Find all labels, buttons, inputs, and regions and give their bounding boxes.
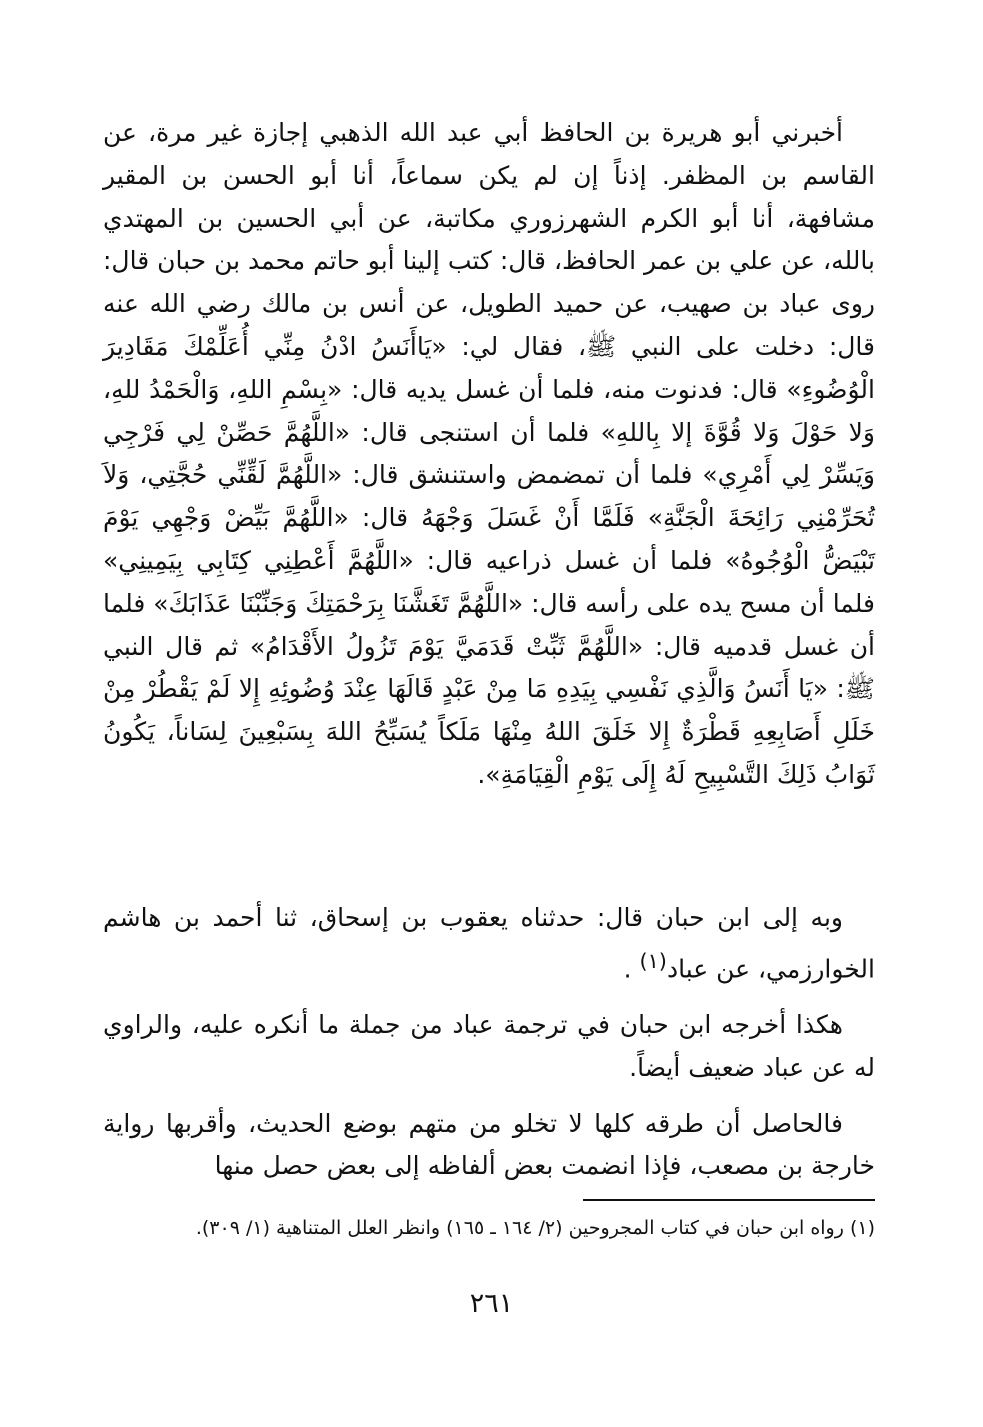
paragraph-hadith-chain: أخبرني أبو هريرة بن الحافظ أبي عبد الله الذهبي إجازة غير مرة، عن القاسم بن المظفر. إذناً إن لم يكن سماعاً، أنا أبو الحسن بن المقير مشافهة، أنا أبو الكرم الشهرزوري مكاتبة، عن أبي الحسين بن المهتدي بالله، عن علي بن عمر الحافظ، قال: كتب إلينا أبو حاتم محمد بن حبان قال: روى عباد بن صهيب، عن حميد الطويل، عن أنس بن مالك رضي الله عنه قال: دخلت على النبي ﷺ، فقال لي: «يَاأَنَسُ ادْنُ مِنِّي أُعَلِّمْكَ مَقَادِيرَ الْوُضُوءِ» قال: فدنوت منه، فلما أن غسل يديه قال: «بِسْمِ اللهِ، وَالْحَمْدُ للهِ، وَلا حَوْلَ وَلا قُوَّةَ إلا بِاللهِ» فلما أن استنجى قال: «اللَّهُمَّ حَصِّنْ لِي فَرْجِي وَيَسِّرْ لِي أَمْرِي» فلما أن تمضمض واستنشق قال: «اللَّهُمَّ لَقِّنِّي حُجَّتِي، وَلاَ تُحَرِّمْنِي رَائِحَةَ الْجَنَّةِ» فَلَمَّا أَنْ غَسَلَ وَجْهَهُ قال: «اللَّهُمَّ بَيِّضْ وَجْهِي يَوْمَ تَبْيَضُّ الْوُجُوهُ» فلما أن غسل ذراعيه قال: «اللَّهُمَّ أَعْطِنِي كِتَابِي بِيَمِينِي» فلما أن مسح يده على رأسه قال: «اللَّهُمَّ تَغَشَّنَا بِرَحْمَتِكَ وَجَنِّبْنَا عَذَابَكَ» فلما أن غسل قدميه قال: «اللَّهُمَّ ثَبِّتْ قَدَمَيَّ يَوْمَ تَزُولُ الأَقْدَامُ» ثم قال النبي ﷺ: «يَا أَنَسُ وَالَّذِي نَفْسِي بِيَدِهِ مَا مِنْ عَبْدٍ قَالَهَا عِنْدَ وُضُوئِهِ إِلا لَمْ يَقْطُرْ مِنْ خَلَلِ أَصَابِعِهِ قَطْرَةٌ إِلا خَلَقَ اللهُ مِنْهَا مَلَكاً يُسَبِّحُ اللهَ بِسَبْعِينَ لِسَاناً، يَكُونُ ثَوَابُ ذَلِكَ التَّسْبِيحِ لَهُ إِلَى يَوْمِ الْقِيَامَةِ». (103, 118, 875, 789)
paragraph-ibn-hibban-text: وبه إلى ابن حبان قال: حدثناه يعقوب بن إسحاق، ثنا أحمد بن هاشم الخوارزمي، عن عباد (103, 903, 875, 984)
paragraph-ibn-hibban-chain (103, 897, 875, 991)
page-body (103, 112, 875, 1188)
footnote-text: (١) رواه ابن حبان في كتاب المجروحين (٢/ ١٦٤ ـ ١٦٥) وانظر العلل المتناهية (١/ ٣٠٩). (195, 1217, 875, 1239)
page-number: ٢٦١ (469, 1288, 514, 1319)
paragraph-conclusion: فالحاصل أن طرقه كلها لا تخلو من متهم بوضع الحديث، وأقربها رواية خارجة بن مصعب، فإذا انضمت بعض ألفاظه إلى بعض حصل منها (103, 1108, 875, 1181)
footnote-reference: (١) (639, 948, 667, 973)
footnote-divider (583, 1199, 875, 1201)
paragraph-ibn-hibban-end: . (623, 954, 632, 984)
paragraph-ibn-hibban-note: هكذا أخرجه ابن حبان في ترجمة عباد من جملة ما أنكره عليه، والراوي له عن عباد ضعيف أيضاً. (103, 1009, 875, 1082)
